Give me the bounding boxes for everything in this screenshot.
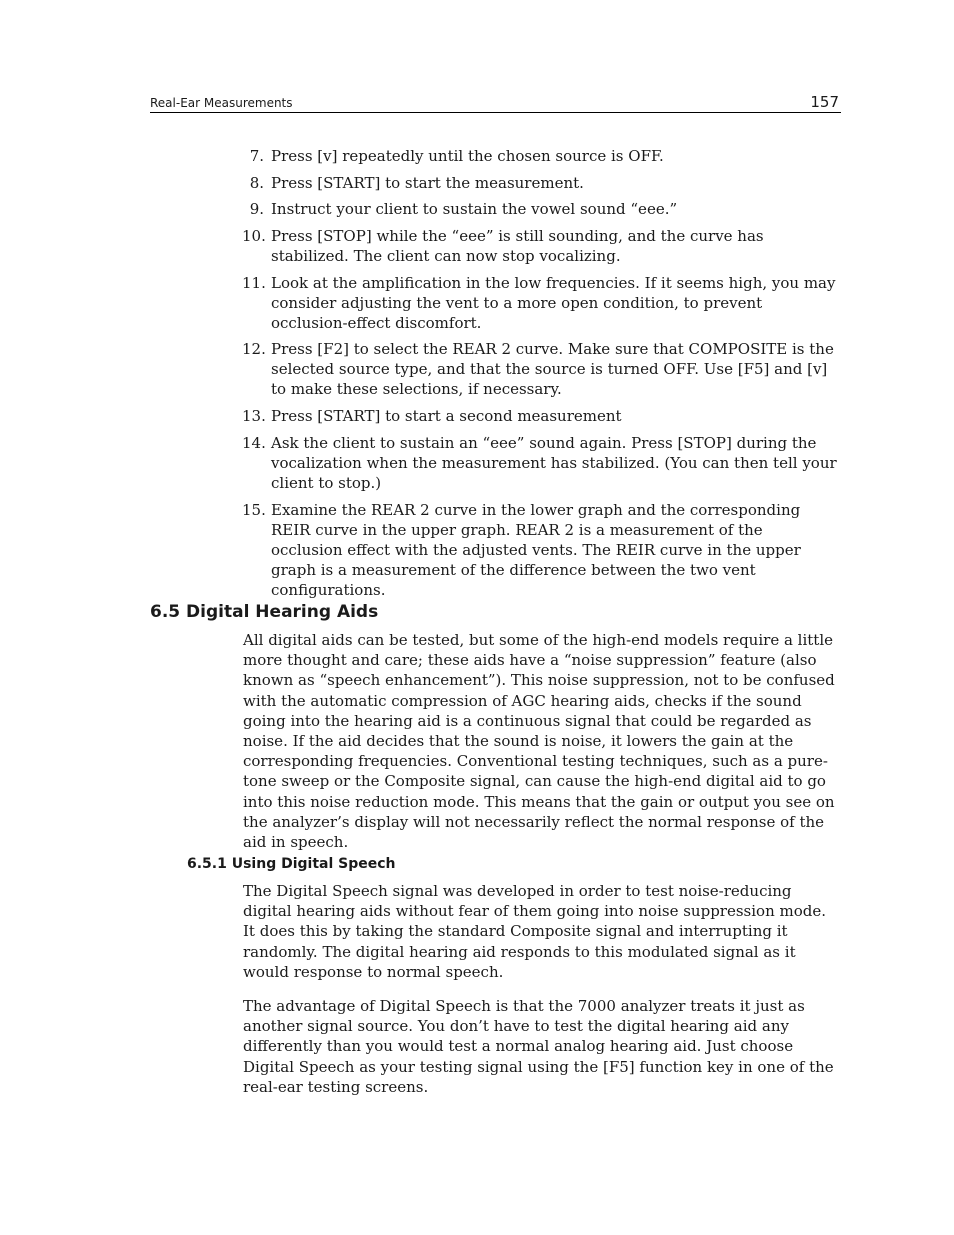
list-item <box>242 273 838 333</box>
list-item <box>242 433 838 493</box>
step-number: 15. <box>242 500 266 519</box>
list-item <box>242 199 838 219</box>
procedure-steps <box>242 146 838 606</box>
section-heading: 6.5 Digital Hearing Aids <box>150 602 379 622</box>
step-text: Look at the amplification in the low frequencies. If it seems high, you may consider adjusting the vent to a more open condition, to prevent occlusion-effect discomfort. <box>271 273 836 332</box>
list-item <box>242 339 838 399</box>
step-text: Instruct your client to sustain the vowel sound “eee.” <box>271 200 678 219</box>
page-number: 157 <box>810 93 839 111</box>
list-item <box>242 173 838 193</box>
step-text: Press [v] repeatedly until the chosen source is OFF. <box>271 147 664 165</box>
page-header <box>150 88 841 113</box>
list-item <box>242 406 838 426</box>
list-item <box>242 500 838 600</box>
step-text: Press [STOP] while the “eee” is still sounding, and the curve has stabilized. The client can now stop vocalizing. <box>271 227 764 266</box>
step-text: Press [START] to start a second measurement <box>271 407 622 426</box>
step-text: Press [F2] to select the REAR 2 curve. Make sure that COMPOSITE is the selected source type, and that the source is turned OFF. Use [F5] and [v] to make these selections, if necessary. <box>271 340 834 399</box>
subsection-paragraph: The Digital Speech signal was developed in order to test noise-reducing digital hearing aids without fear of them going into noise suppression mode. It does this by taking the standard Composite signal and interrupting it randomly. The digital hearing aid responds to this modulated signal as it would response to normal speech. <box>243 882 826 981</box>
step-number: 8. <box>249 173 264 192</box>
subsection-paragraph: The advantage of Digital Speech is that the 7000 analyzer treats it just as another signal source. You don’t have to test the digital hearing aid any differently than you would test a normal analog hearing aid. Just choose Digital Speech as your testing signal using the [F5] function key in one of the real-ear testing screens. <box>243 997 834 1096</box>
list-item <box>242 226 838 266</box>
step-number: 13. <box>242 407 266 426</box>
subsection-heading: 6.5.1 Using Digital Speech <box>187 856 396 872</box>
step-text: Ask the client to sustain an “eee” sound again. Press [STOP] during the vocalization when the measurement has stabilized. (You can then tell your client to stop.) <box>271 433 837 492</box>
step-number: 11. <box>242 273 266 292</box>
section-paragraph: All digital aids can be tested, but some of the high-end models require a little more thought and care; these aids have a “noise suppression” feature (also known as “speech enhancement”). This noise suppression, not to be confused with the automatic compression of AGC hearing aids, checks if the sound going into the hearing aid is a continuous signal that could be regarded as noise. If the aid decides that the sound is noise, it lowers the gain at the corresponding frequencies. Conventional testing techniques, such as a pure-tone sweep or the Composite signal, can cause the high-end digital aid to go into this noise reduction mode. This means that the gain or output you see on the analyzer’s display will not necessarily reflect the normal response of the aid in speech. <box>243 631 835 852</box>
step-number: 12. <box>242 340 266 359</box>
step-text: Examine the REAR 2 curve in the lower graph and the corresponding REIR curve in the upper graph. REAR 2 is a measurement of the occlusion effect with the adjusted vents. The REIR curve in the upper graph is a measurement of the difference between the two vent configurations. <box>271 500 801 599</box>
step-number: 10. <box>242 227 266 246</box>
step-number: 14. <box>242 433 266 452</box>
running-header-title: Real-Ear Measurements <box>150 96 293 110</box>
list-item <box>242 146 838 166</box>
step-text: Press [START] to start the measurement. <box>271 173 584 192</box>
step-number: 9. <box>249 200 264 219</box>
step-number: 7. <box>249 147 264 165</box>
